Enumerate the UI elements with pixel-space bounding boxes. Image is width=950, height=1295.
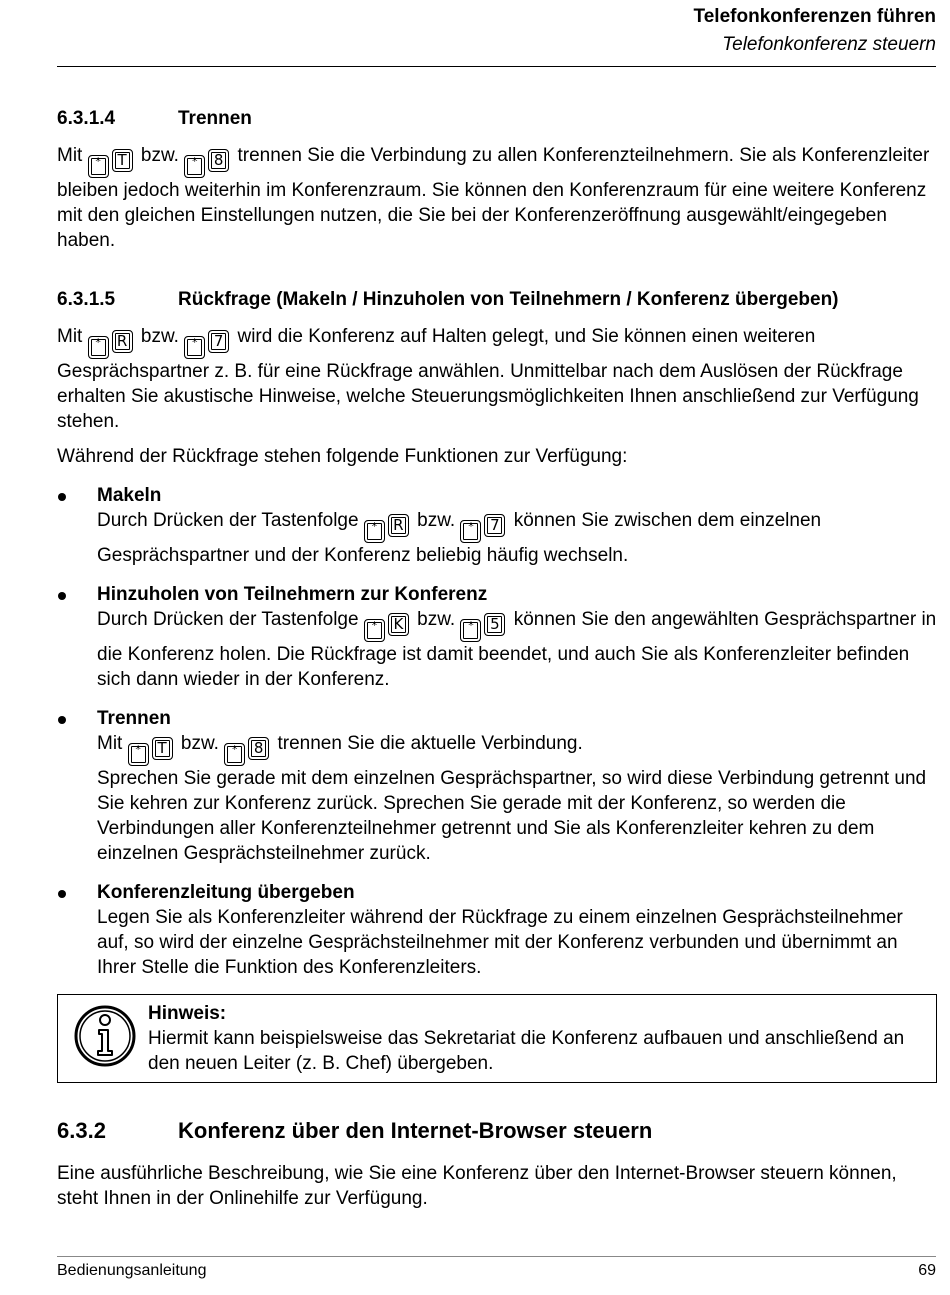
key-5-icon: 5: [484, 613, 505, 636]
header-title: Telefonkonferenzen führen: [693, 6, 936, 27]
key-r-icon: R: [388, 514, 409, 537]
paragraph-functions-intro: Während der Rückfrage stehen folgende Funktionen zur Verfügung:: [57, 446, 628, 467]
key-7-icon: 7: [484, 514, 505, 537]
keycombo-star-k: [364, 607, 412, 642]
note-text: Hiermit kann beispielsweise das Sekretariat die Konferenz aufbauen und anschließend an den neuen Leiter (z. B. Chef) übergeben.: [148, 1028, 905, 1074]
section-heading-rueckfrage: [57, 287, 937, 312]
paragraph-browser: Eine ausführliche Beschreibung, wie Sie eine Konferenz über den Internet-Browser steuern können, steht Ihnen in der Onlinehilfe zur Verfügung.: [57, 1163, 897, 1209]
list-item-title: Konferenzleitung übergeben: [97, 882, 355, 903]
section-title: Konferenz über den Internet-Browser steuern: [178, 1118, 653, 1143]
paragraph-trennen: Mit * T bzw. * 8 trennen Sie die Verbindung zu allen Konferenzteilnehmern. Sie als Konferenzleiter bleiben jedoch weiterhin im Konferenzraum. Sie können den Konferenzraum für eine weitere Konferenz mit den gleichen Einstellungen nutzen, die Sie bei der Konferenzeröffnung ausgewählt/eingegeben haben.: [57, 145, 930, 251]
keycombo-star-t: [88, 143, 136, 178]
list-item-trennen: Trennen Mit * T bzw. * 8 trennen Sie die aktuelle Verbindung. Sprechen Sie gerade mit dem einzelnen Gesprächspartner, so wird diese Verbindung getrennt und Sie kehren zur Konferenz zurück. Sprechen Sie gerade mit der Konferenz, so werden die Verbindungen aller Konferenzteilnehmer getrennt und Sie als Konferenzleiter kehren zu dem einzelnen Gesprächsteilnehmer zurück.: [57, 706, 937, 866]
key-t-icon: T: [152, 737, 173, 760]
key-star-icon: *: [224, 743, 245, 766]
section-title: Trennen: [178, 108, 252, 129]
keycombo-star-7: [184, 324, 232, 359]
section-number: 6.3.1.4: [57, 108, 116, 129]
key-8-icon: 8: [208, 149, 229, 172]
key-star-icon: *: [184, 336, 205, 359]
keycombo-star-5: [460, 607, 508, 642]
key-star-icon: *: [128, 743, 149, 766]
keycombo-star-7: [460, 508, 508, 543]
key-star-icon: *: [460, 520, 481, 543]
key-star-icon: *: [184, 155, 205, 178]
list-item-title: Trennen: [97, 708, 171, 729]
list-item-title: Makeln: [97, 485, 162, 506]
keycombo-star-8: [224, 731, 272, 766]
section-heading-browser: [57, 1117, 937, 1145]
section-number: 6.3.1.5: [57, 289, 116, 310]
key-k-icon: K: [388, 613, 409, 636]
function-list: [57, 483, 937, 980]
list-item-text: Legen Sie als Konferenzleiter während der Rückfrage zu einem einzelnen Gesprächsteilnehmer auf, so wird der einzelne Gesprächsteilnehmer mit der Konferenz verbunden und übernimmt an Ihrer Stelle die Funktion des Konferenzleiters.: [97, 907, 903, 978]
list-item-hinzuholen: Hinzuholen von Teilnehmern zur Konferenz Durch Drücken der Tastenfolge * K bzw. * 5 können Sie den angewählten Gesprächspartner in die Konferenz holen. Die Rückfrage ist damit beendet, und auch Sie als Konferenzleiter befinden sich dann wieder in der Konferenz.: [57, 582, 937, 692]
list-item-text: Sprechen Sie gerade mit dem einzelnen Gesprächspartner, so wird diese Verbindung getrennt und Sie kehren zur Konferenz zurück. Sprechen Sie gerade mit der Konferenz, so werden die Verbindungen aller Konferenzteilnehmer getrennt und Sie als Konferenzleiter kehren zu dem einzelnen Gesprächsteilnehmer zurück.: [97, 768, 927, 864]
list-item-makeln: Makeln Durch Drücken der Tastenfolge * R bzw. * 7 können Sie zwischen dem einzelnen Gesprächspartner und der Konferenz beliebig häufig wechseln.: [57, 483, 937, 568]
note-box: [57, 994, 937, 1083]
key-star-icon: *: [460, 619, 481, 642]
section-heading-trennen: [57, 106, 937, 131]
footer-rule: [57, 1256, 936, 1257]
list-item-konferenzleitung: [57, 880, 937, 980]
list-item-title: Hinzuholen von Teilnehmern zur Konferenz: [97, 584, 488, 605]
keycombo-star-r: [364, 508, 412, 543]
key-star-icon: *: [88, 155, 109, 178]
key-8-icon: 8: [248, 737, 269, 760]
header-subtitle: Telefonkonferenz steuern: [722, 34, 936, 55]
key-star-icon: *: [88, 336, 109, 359]
keycombo-star-8: [184, 143, 232, 178]
section-title: Rückfrage (Makeln / Hinzuholen von Teilnehmern / Konferenz übergeben): [178, 289, 839, 310]
keycombo-star-t: [128, 731, 176, 766]
key-7-icon: 7: [208, 330, 229, 353]
note-title: Hinweis:: [148, 1003, 227, 1024]
key-t-icon: T: [112, 149, 133, 172]
info-hint-icon: [72, 1001, 138, 1071]
note-content: [148, 1001, 926, 1076]
footer-label: Bedienungsanleitung: [57, 1262, 207, 1279]
key-star-icon: *: [364, 520, 385, 543]
section-number: 6.3.2: [57, 1118, 106, 1143]
header-rule: [57, 66, 936, 67]
keycombo-star-r: [88, 324, 136, 359]
page-number: 69: [918, 1262, 936, 1279]
key-r-icon: R: [112, 330, 133, 353]
paragraph-rueckfrage: Mit * R bzw. * 7 wird die Konferenz auf Halten gelegt, und Sie können einen weiteren Gesprächspartner z. B. für eine Rückfrage anwählen. Unmittelbar nach dem Auslösen der Rückfrage erhalten Sie akustische Hinweise, welche Steuerungsmöglichkeiten Ihnen anschließend zur Verfügung stehen.: [57, 326, 919, 432]
key-star-icon: *: [364, 619, 385, 642]
page-content: [57, 106, 937, 1211]
